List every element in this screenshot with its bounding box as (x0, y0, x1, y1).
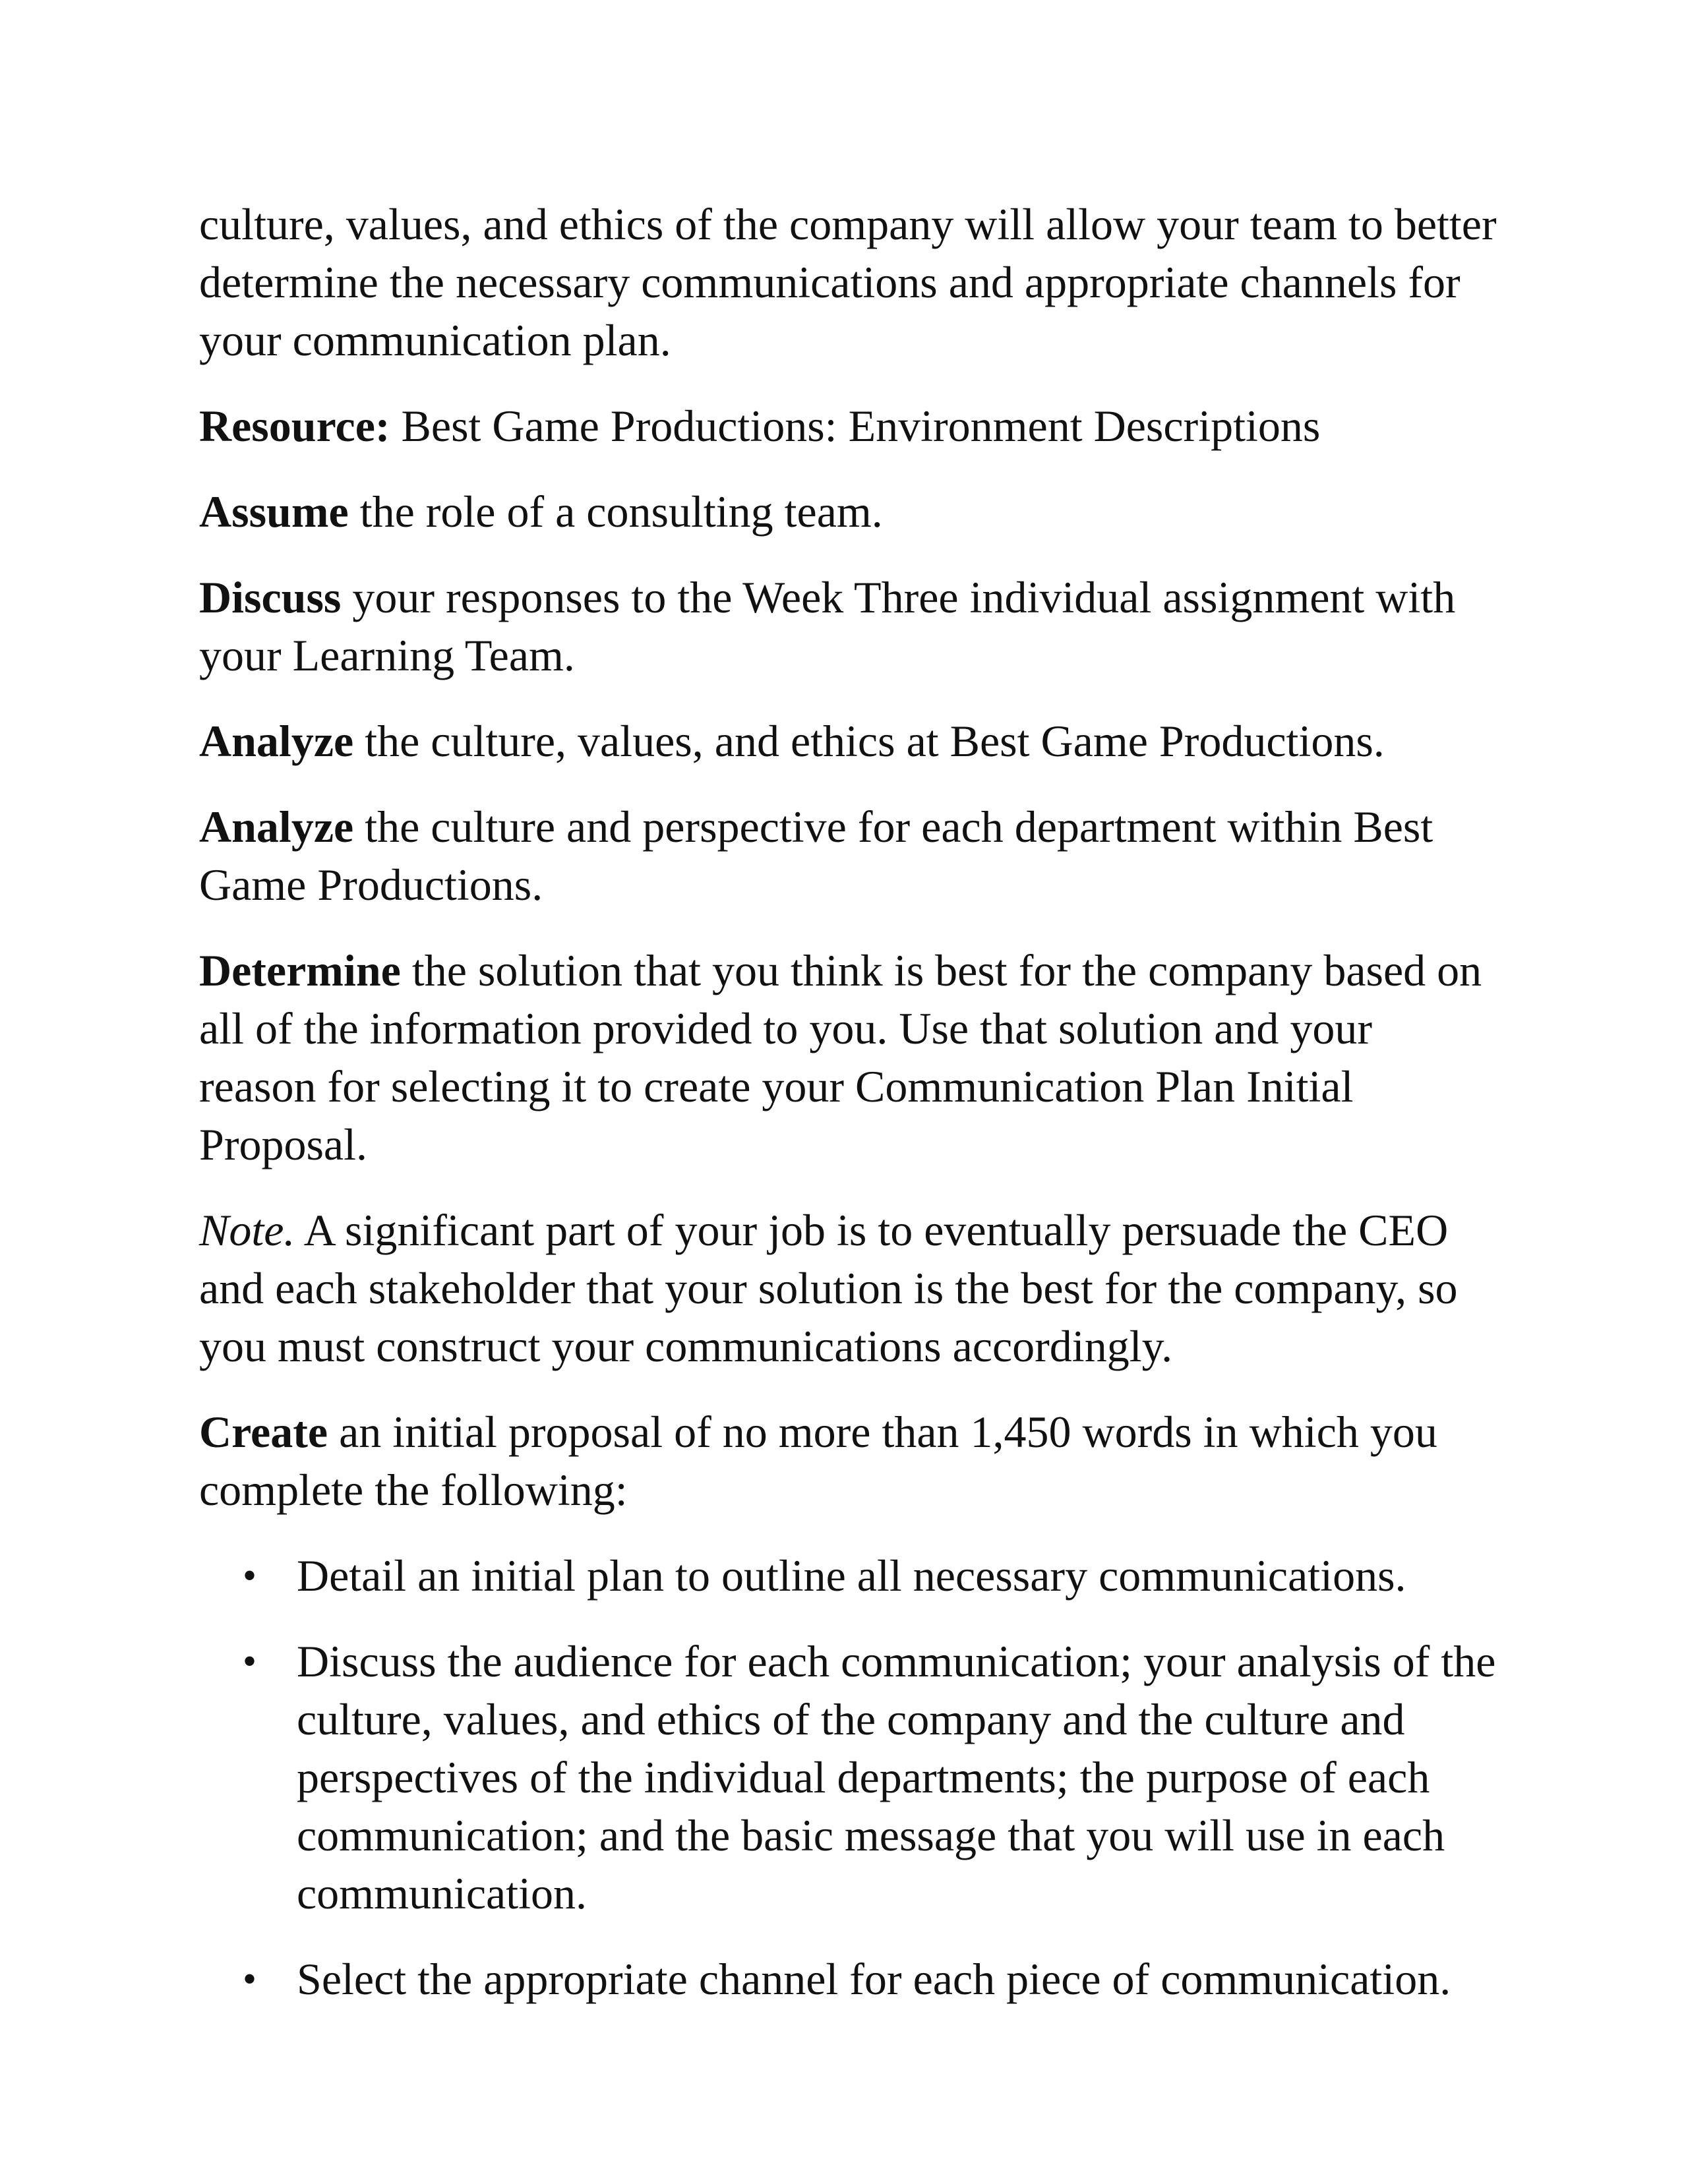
note-paragraph (199, 1201, 1498, 1375)
analyze-departments-lead: Analyze (199, 802, 354, 852)
list-item-text: Detail an initial plan to outline all necessary communications. (297, 1550, 1406, 1601)
determine-text: the solution that you think is best for the company based on all of the information provided to you. Use that solution and your reason for selecting it to create your Communication Plan Initial Proposal. (199, 945, 1482, 1169)
requirements-list (199, 1547, 1498, 2008)
assume-lead: Assume (199, 487, 349, 537)
create-lead: Create (199, 1407, 328, 1457)
bullet-icon: • (243, 1957, 257, 2001)
resource-lead: Resource: (199, 401, 390, 451)
determine-paragraph (199, 941, 1498, 1173)
list-item-text: Discuss the audience for each communication; your analysis of the culture, values, and ethics of the company and the culture and perspectives of the individual departments; the purpose of each communication; and the basic message that you will use in each communication. (297, 1636, 1496, 1918)
bullet-icon: • (243, 1639, 257, 1683)
note-text: A significant part of your job is to eventually persuade the CEO and each stakeholder that your solution is the best for the company, so you must construct your communications accordingly. (199, 1205, 1458, 1371)
analyze-departments-paragraph (199, 798, 1498, 914)
assume-paragraph (199, 483, 1498, 541)
analyze-culture-paragraph (199, 712, 1498, 770)
analyze-departments-text: the culture and perspective for each department within Best Game Productions. (199, 802, 1433, 910)
note-lead: Note. (199, 1205, 295, 1255)
analyze-culture-lead: Analyze (199, 716, 354, 766)
analyze-culture-text: the culture, values, and ethics at Best Game Productions. (353, 716, 1385, 766)
list-item (199, 1547, 1498, 1605)
resource-paragraph (199, 397, 1498, 455)
resource-text: Best Game Productions: Environment Descriptions (390, 401, 1321, 451)
assume-text: the role of a consulting team. (348, 487, 883, 537)
discuss-paragraph (199, 568, 1498, 684)
intro-text: culture, values, and ethics of the company will allow your team to better determine the necessary communications and appropriate channels for your communication plan. (199, 199, 1497, 365)
create-text: an initial proposal of no more than 1,450 words in which you complete the following: (199, 1407, 1437, 1515)
document-body (199, 195, 1498, 2036)
discuss-lead: Discuss (199, 572, 342, 622)
discuss-text: your responses to the Week Three individual assignment with your Learning Team. (199, 572, 1456, 680)
list-item-text: Select the appropriate channel for each piece of communication. (297, 1954, 1451, 2004)
create-paragraph (199, 1403, 1498, 1519)
bullet-icon: • (243, 1554, 257, 1597)
intro-paragraph (199, 195, 1498, 369)
list-item (199, 1632, 1498, 1922)
determine-lead: Determine (199, 945, 401, 995)
list-item (199, 1950, 1498, 2008)
